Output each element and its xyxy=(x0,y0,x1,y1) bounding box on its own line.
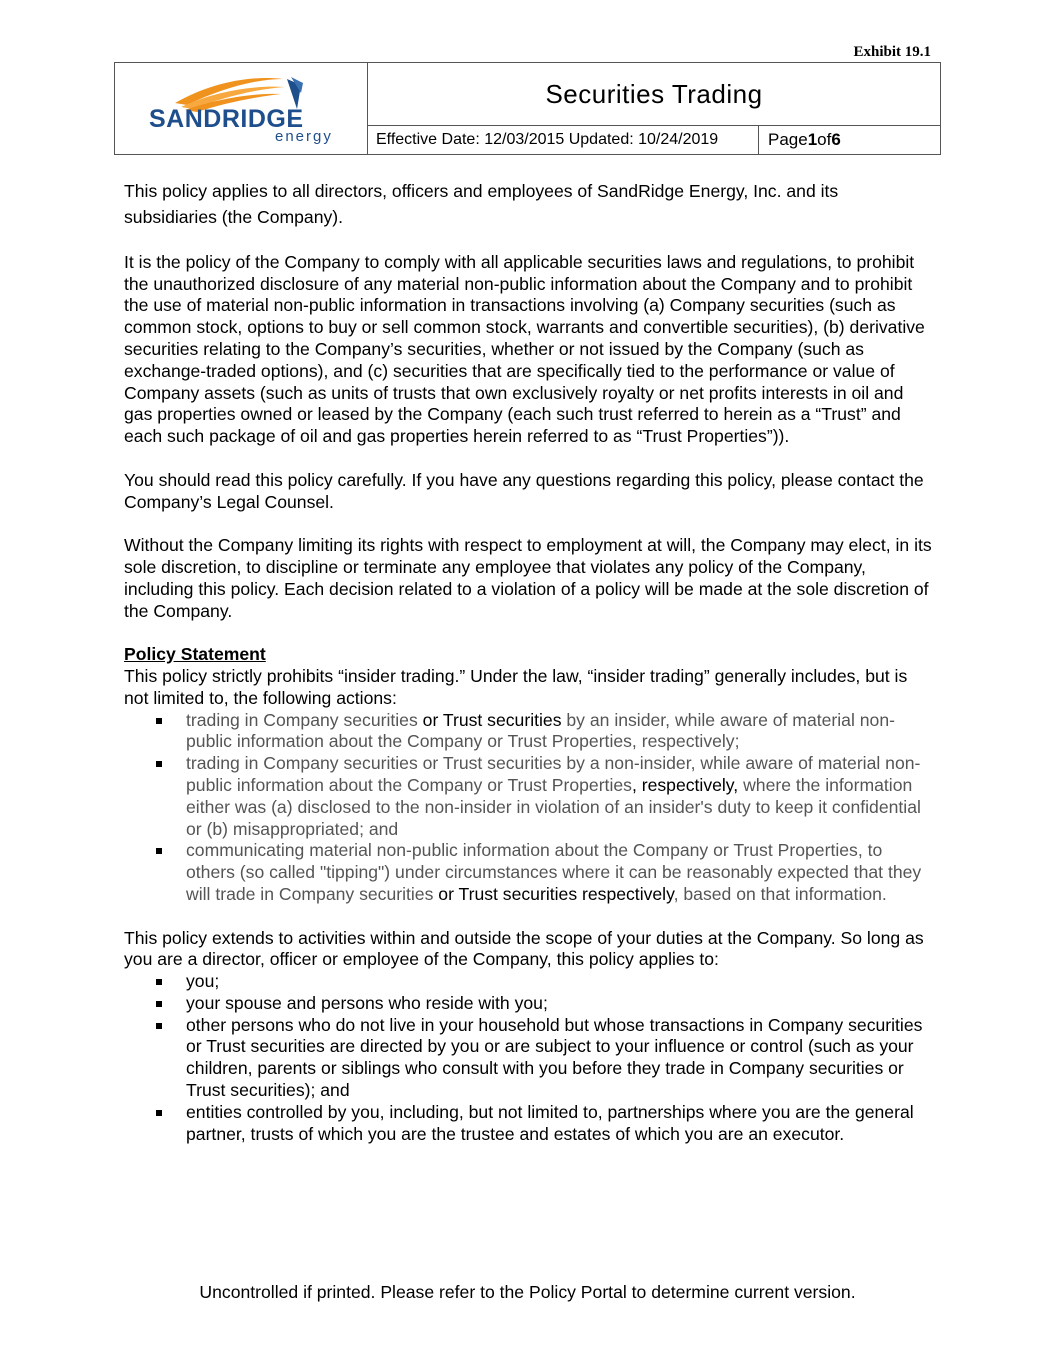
footer-note: Uncontrolled if printed. Please refer to the Policy Portal to determine current version. xyxy=(199,1282,856,1302)
document-title: Securities Trading xyxy=(368,63,940,126)
list-item: your spouse and persons who reside with you; xyxy=(186,993,934,1015)
policy-paragraph: It is the policy of the Company to comply with all applicable securities laws and regulations, to prohibit the unauthorized disclosure of any material non-public information about the Company and to prohibit the use of material non-public information in transactions involving (a) Company securities (such as common stock, options to buy or sell common stock, warrants and convertible securities), (b) derivative securities relating to the Company’s securities, whether or not issued by the Company (such as exchange-traded options), and (c) securities that are specifically tied to the performance or value of Company assets (such as units of trusts that own exclusively royalty or net profits interests in oil and gas properties owned or leased by the Company (each such trust referred to herein as a “Trust” and each such package of oil and gas properties herein referred to as “Trust Properties”)). xyxy=(124,251,925,447)
list-item: trading in Company securities or Trust securities by an insider, while aware of material non-public information about the Company or Trust Properties, respectively; xyxy=(186,710,934,754)
page-number: 1 xyxy=(807,130,818,149)
effective-date: Effective Date: 12/03/2015 Updated: 10/24/2019 xyxy=(368,126,759,154)
scope-paragraph: This policy applies to all directors, officers and employees of SandRidge Energy, Inc. and its subsidiaries (the Company). xyxy=(124,181,839,227)
employment-paragraph: Without the Company limiting its rights with respect to employment at will, the Company may elect, in its sole discretion, to discipline or terminate any employee that violates any policy of the Company, including this policy. Each decision related to a violation of a policy will be made at the sole discretion of the Company. xyxy=(124,535,932,621)
insider-trading-list xyxy=(124,710,934,906)
logo-wordmark: SANDRIDGE xyxy=(149,105,304,133)
list-item: communicating material non-public information about the Company or Trust Properties, to others (so called "tipping") under circumstances where it can be reasonably expected that they will trade in Company securities or Trust securities respectively, based on that information. xyxy=(186,840,934,905)
policy-statement-heading: Policy Statement xyxy=(124,644,266,665)
list-item: entities controlled by you, including, but not limited to, partnerships where you are the general partner, trusts of which you are the trustee and estates of which you are an executor. xyxy=(186,1102,934,1146)
read-carefully-paragraph: You should read this policy carefully. If you have any questions regarding this policy, please contact the Company’s Legal Counsel. xyxy=(124,469,924,512)
page-of: of xyxy=(817,130,832,149)
page-total: 6 xyxy=(831,130,841,149)
list-item: other persons who do not live in your household but whose transactions in Company securities or Trust securities are directed by you or are subject to your influence or control (such as your children, parents or siblings who consult with you before they trade in Company securities or Trust securities); and xyxy=(186,1015,934,1102)
exhibit-label: Exhibit 19.1 xyxy=(853,44,931,60)
document-body xyxy=(124,178,934,1145)
list-item: you; xyxy=(186,971,934,993)
policy-intro: This policy strictly prohibits “insider trading.” Under the law, “insider trading” generally includes, but is not limited to, the following actions: xyxy=(124,665,908,708)
extends-paragraph: This policy extends to activities within and outside the scope of your duties at the Company. So long as you are a director, officer or employee of the Company, this policy applies to: xyxy=(124,927,924,970)
logo-cell xyxy=(115,63,368,154)
page-indicator xyxy=(760,126,940,154)
page-prefix: Page xyxy=(768,130,808,149)
logo-subtitle: energy xyxy=(275,128,333,145)
list-item: trading in Company securities or Trust securities by a non-insider, while aware of material non-public information about the Company or Trust Properties, respectively, where the information either was (a) disclosed to the non-insider in violation of an insider's duty to keep it confidential or (b) misappropriated; and xyxy=(186,753,934,840)
sandridge-logo xyxy=(115,63,367,154)
document-header xyxy=(114,62,941,155)
applies-to-list xyxy=(124,971,934,1145)
